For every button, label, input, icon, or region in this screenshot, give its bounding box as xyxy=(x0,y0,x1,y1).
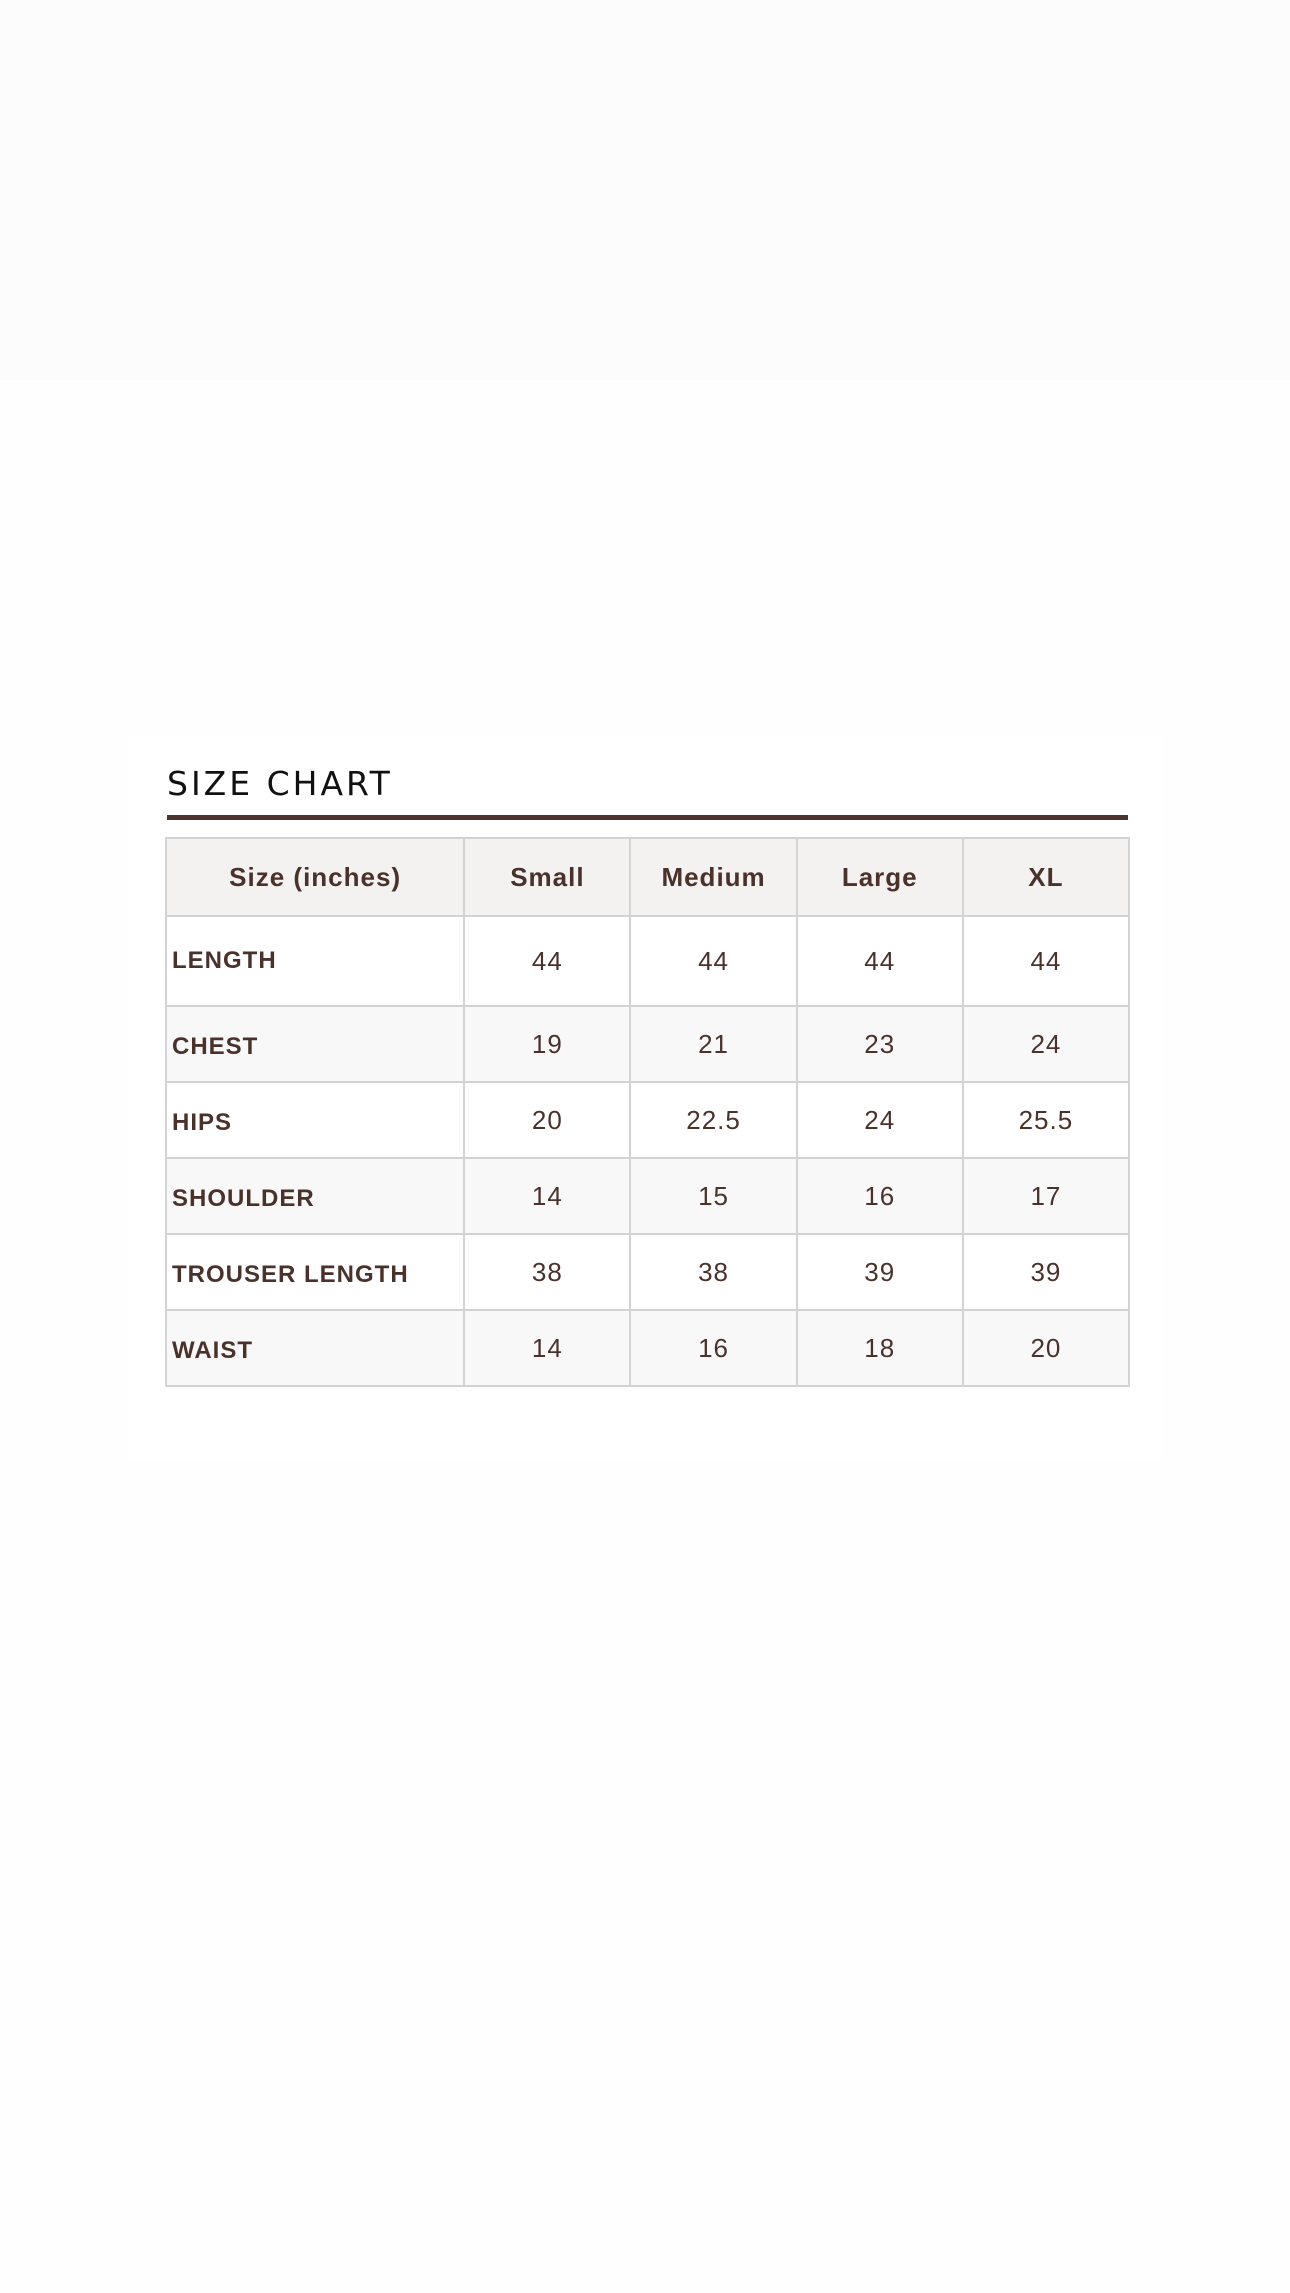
cell-medium: 15 xyxy=(630,1158,796,1234)
header-size-inches: Size (inches) xyxy=(166,838,464,916)
header-xl: XL xyxy=(963,838,1129,916)
row-label: CHEST xyxy=(166,1006,464,1082)
cell-medium: 16 xyxy=(630,1310,796,1386)
table-row-length xyxy=(166,916,1129,1006)
cell-xl: 25.5 xyxy=(963,1082,1129,1158)
title-divider xyxy=(167,815,1128,820)
header-medium: Medium xyxy=(630,838,796,916)
header-small: Small xyxy=(464,838,630,916)
cell-large: 16 xyxy=(797,1158,963,1234)
cell-small: 14 xyxy=(464,1158,630,1234)
row-label: HIPS xyxy=(166,1082,464,1158)
size-table xyxy=(165,837,1130,1387)
cell-small: 14 xyxy=(464,1310,630,1386)
cell-large: 18 xyxy=(797,1310,963,1386)
cell-xl: 39 xyxy=(963,1234,1129,1310)
table-header-row xyxy=(166,838,1129,916)
cell-small: 38 xyxy=(464,1234,630,1310)
cell-small: 44 xyxy=(464,916,630,1006)
header-large: Large xyxy=(797,838,963,916)
cell-xl: 17 xyxy=(963,1158,1129,1234)
cell-small: 19 xyxy=(464,1006,630,1082)
cell-xl: 20 xyxy=(963,1310,1129,1386)
size-chart-title: SIZE CHART xyxy=(167,764,393,803)
table-row-trouser-length xyxy=(166,1234,1129,1310)
row-label: TROUSER LENGTH xyxy=(166,1234,464,1310)
cell-large: 44 xyxy=(797,916,963,1006)
cell-large: 39 xyxy=(797,1234,963,1310)
row-label: SHOULDER xyxy=(166,1158,464,1234)
cell-medium: 22.5 xyxy=(630,1082,796,1158)
cell-xl: 44 xyxy=(963,916,1129,1006)
cell-medium: 21 xyxy=(630,1006,796,1082)
table-row-chest xyxy=(166,1006,1129,1082)
table-row-shoulder xyxy=(166,1158,1129,1234)
cell-medium: 38 xyxy=(630,1234,796,1310)
cell-medium: 44 xyxy=(630,916,796,1006)
cell-small: 20 xyxy=(464,1082,630,1158)
row-label: WAIST xyxy=(166,1310,464,1386)
cell-large: 23 xyxy=(797,1006,963,1082)
table-row-waist xyxy=(166,1310,1129,1386)
row-label: LENGTH xyxy=(166,916,464,1006)
table-row-hips xyxy=(166,1082,1129,1158)
cell-xl: 24 xyxy=(963,1006,1129,1082)
top-band xyxy=(0,0,1290,380)
cell-large: 24 xyxy=(797,1082,963,1158)
